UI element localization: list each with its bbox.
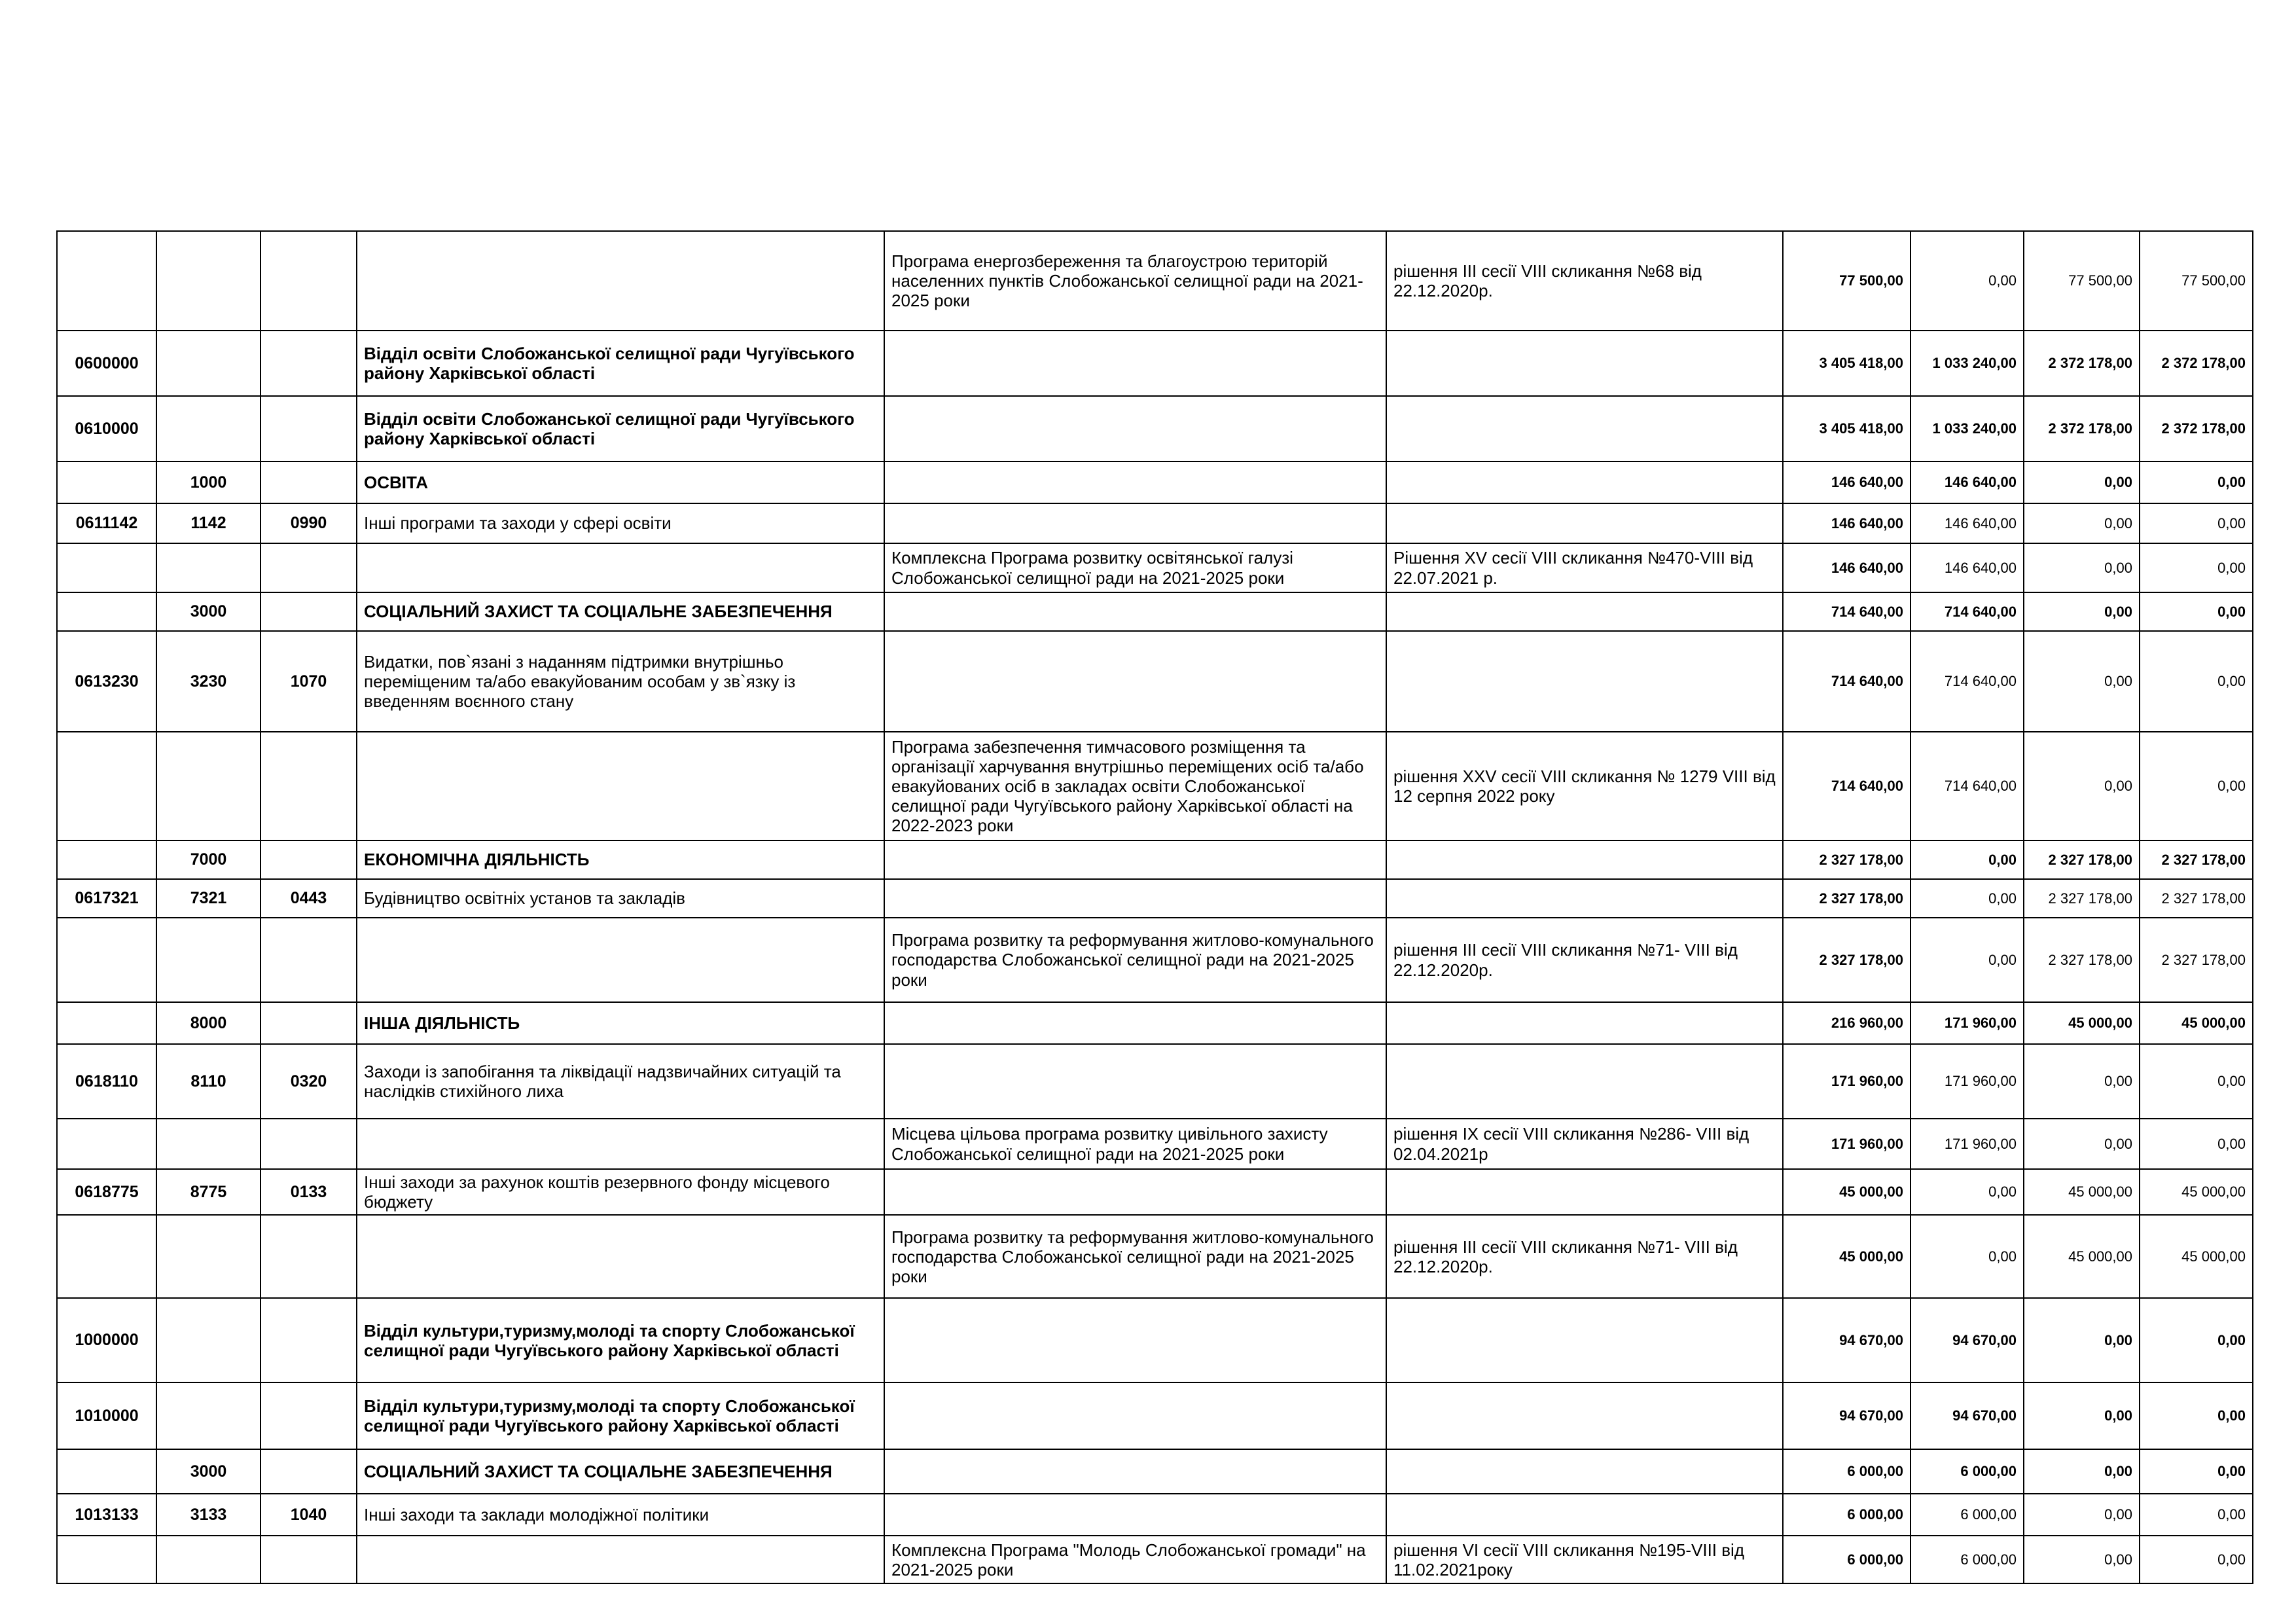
amount-total-cell: 94 670,00 [1783,1298,1910,1382]
name-cell: Відділ освіти Слобожанської селищної ради Чугуївського району Харківської області [357,396,884,461]
amount-total-cell: 6 000,00 [1783,1494,1910,1536]
code-tpkvk-cell [156,1382,260,1449]
code-tpkvk-cell [156,396,260,461]
name-cell [357,1536,884,1583]
amount-special-fund-cell: 45 000,00 [2024,1169,2140,1215]
code-fkvk-cell: 0443 [260,879,357,918]
decision-cell: рішення VI сесії VIII скликання №195-VIII від 11.02.2021року [1386,1536,1783,1583]
program-cell: Програма розвитку та реформування житлово-комунального господарства Слобожанської селищної ради на 2021-2025 роки [884,918,1386,1002]
table-row [57,331,2253,396]
code-fkvk-cell: 1070 [260,631,357,732]
program-cell [884,1449,1386,1494]
program-cell [884,631,1386,732]
code-program-cell [57,1449,156,1494]
table-row [57,732,2253,840]
code-tpkvk-cell [156,918,260,1002]
name-cell [357,543,884,592]
name-cell: ОСВІТА [357,461,884,503]
amount-dev-budget-cell: 45 000,00 [2140,1215,2253,1298]
code-program-cell: 0600000 [57,331,156,396]
program-cell: Комплексна Програма "Молодь Слобожанської громади" на 2021-2025 роки [884,1536,1386,1583]
table-row [57,592,2253,631]
code-tpkvk-cell: 1142 [156,503,260,543]
amount-total-cell: 714 640,00 [1783,592,1910,631]
amount-special-fund-cell: 0,00 [2024,1449,2140,1494]
amount-special-fund-cell: 0,00 [2024,503,2140,543]
amount-dev-budget-cell: 45 000,00 [2140,1002,2253,1044]
name-cell: Будівництво освітніх установ та закладів [357,879,884,918]
amount-total-cell: 171 960,00 [1783,1119,1910,1169]
code-program-cell: 0610000 [57,396,156,461]
code-tpkvk-cell [156,331,260,396]
decision-cell [1386,1494,1783,1536]
program-cell [884,1494,1386,1536]
name-cell: ЕКОНОМІЧНА ДІЯЛЬНІСТЬ [357,840,884,879]
code-tpkvk-cell [156,543,260,592]
amount-total-cell: 2 327 178,00 [1783,918,1910,1002]
code-program-cell: 1013133 [57,1494,156,1536]
budget-table [56,230,2253,1584]
table-row [57,840,2253,879]
amount-special-fund-cell: 2 327 178,00 [2024,840,2140,879]
amount-special-fund-cell: 77 500,00 [2024,231,2140,331]
decision-cell [1386,879,1783,918]
code-fkvk-cell [260,840,357,879]
decision-cell [1386,1449,1783,1494]
amount-general-fund-cell: 6 000,00 [1910,1449,2024,1494]
amount-total-cell: 45 000,00 [1783,1215,1910,1298]
decision-cell [1386,592,1783,631]
code-fkvk-cell [260,1215,357,1298]
program-cell [884,503,1386,543]
amount-dev-budget-cell: 0,00 [2140,461,2253,503]
decision-cell [1386,396,1783,461]
code-program-cell [57,732,156,840]
code-tpkvk-cell [156,1536,260,1583]
decision-cell [1386,840,1783,879]
table-row [57,918,2253,1002]
decision-cell: рішення ІІІ сесії VIII скликання №68 від 22.12.2020р. [1386,231,1783,331]
name-cell: СОЦІАЛЬНИЙ ЗАХИСТ ТА СОЦІАЛЬНЕ ЗАБЕЗПЕЧЕННЯ [357,592,884,631]
table-row [57,461,2253,503]
table-row [57,1298,2253,1382]
amount-total-cell: 6 000,00 [1783,1536,1910,1583]
amount-general-fund-cell: 0,00 [1910,918,2024,1002]
code-tpkvk-cell [156,1119,260,1169]
amount-general-fund-cell: 0,00 [1910,1169,2024,1215]
decision-cell: Рішення XV сесії VIII скликання №470-VIII від 22.07.2021 р. [1386,543,1783,592]
code-tpkvk-cell [156,732,260,840]
name-cell [357,732,884,840]
amount-special-fund-cell: 0,00 [2024,461,2140,503]
program-cell [884,879,1386,918]
code-program-cell [57,1536,156,1583]
table-row [57,503,2253,543]
code-fkvk-cell [260,1536,357,1583]
code-tpkvk-cell [156,231,260,331]
table-row [57,1382,2253,1449]
amount-total-cell: 146 640,00 [1783,543,1910,592]
table-row [57,1169,2253,1215]
amount-special-fund-cell: 0,00 [2024,1382,2140,1449]
code-tpkvk-cell: 1000 [156,461,260,503]
code-fkvk-cell [260,1382,357,1449]
code-tpkvk-cell: 3230 [156,631,260,732]
program-cell [884,1382,1386,1449]
code-tpkvk-cell: 8000 [156,1002,260,1044]
name-cell: Відділ культури,туризму,молоді та спорту Слобожанської селищної ради Чугуївського району Харківської області [357,1382,884,1449]
decision-cell [1386,1002,1783,1044]
program-cell: Комплексна Програма розвитку освітянської галузі Слобожанської селищної ради на 2021-2025 роки [884,543,1386,592]
amount-general-fund-cell: 146 640,00 [1910,543,2024,592]
amount-dev-budget-cell: 0,00 [2140,631,2253,732]
decision-cell [1386,331,1783,396]
code-tpkvk-cell: 8775 [156,1169,260,1215]
amount-dev-budget-cell: 2 327 178,00 [2140,840,2253,879]
name-cell: Видатки, пов`язані з наданням підтримки внутрішньо переміщеним та/або евакуйованим особам у зв`язку із введенням воєнного стану [357,631,884,732]
name-cell: Інші заходи за рахунок коштів резервного фонду місцевого бюджету [357,1169,884,1215]
code-program-cell: 0617321 [57,879,156,918]
amount-total-cell: 3 405 418,00 [1783,331,1910,396]
decision-cell [1386,503,1783,543]
code-program-cell: 0618775 [57,1169,156,1215]
amount-general-fund-cell: 94 670,00 [1910,1298,2024,1382]
name-cell: СОЦІАЛЬНИЙ ЗАХИСТ ТА СОЦІАЛЬНЕ ЗАБЕЗПЕЧЕННЯ [357,1449,884,1494]
code-program-cell [57,840,156,879]
amount-general-fund-cell: 1 033 240,00 [1910,396,2024,461]
amount-general-fund-cell: 1 033 240,00 [1910,331,2024,396]
amount-special-fund-cell: 45 000,00 [2024,1215,2140,1298]
amount-dev-budget-cell: 77 500,00 [2140,231,2253,331]
amount-special-fund-cell: 0,00 [2024,1298,2140,1382]
code-program-cell [57,461,156,503]
amount-special-fund-cell: 2 327 178,00 [2024,918,2140,1002]
amount-dev-budget-cell: 0,00 [2140,1449,2253,1494]
code-fkvk-cell [260,1119,357,1169]
amount-total-cell: 216 960,00 [1783,1002,1910,1044]
code-program-cell: 1010000 [57,1382,156,1449]
table-row [57,631,2253,732]
amount-special-fund-cell: 2 372 178,00 [2024,331,2140,396]
amount-general-fund-cell: 6 000,00 [1910,1536,2024,1583]
amount-special-fund-cell: 0,00 [2024,592,2140,631]
code-program-cell [57,231,156,331]
amount-dev-budget-cell: 0,00 [2140,1494,2253,1536]
amount-dev-budget-cell: 0,00 [2140,1382,2253,1449]
code-fkvk-cell [260,1449,357,1494]
decision-cell: рішення ІІІ сесії VIII скликання №71- VIII від 22.12.2020р. [1386,1215,1783,1298]
code-program-cell [57,592,156,631]
amount-special-fund-cell: 2 372 178,00 [2024,396,2140,461]
code-fkvk-cell [260,461,357,503]
amount-total-cell: 6 000,00 [1783,1449,1910,1494]
table-row [57,231,2253,331]
amount-dev-budget-cell: 0,00 [2140,503,2253,543]
amount-total-cell: 2 327 178,00 [1783,879,1910,918]
table-row [57,1449,2253,1494]
code-program-cell: 0613230 [57,631,156,732]
program-cell [884,396,1386,461]
code-fkvk-cell [260,543,357,592]
table-row [57,1044,2253,1119]
amount-general-fund-cell: 0,00 [1910,231,2024,331]
budget-table-body [57,231,2253,1583]
code-fkvk-cell [260,231,357,331]
amount-general-fund-cell: 171 960,00 [1910,1044,2024,1119]
amount-dev-budget-cell: 0,00 [2140,1298,2253,1382]
code-fkvk-cell [260,918,357,1002]
amount-special-fund-cell: 0,00 [2024,543,2140,592]
program-cell: Програма забезпечення тимчасового розміщення та організації харчування внутрішньо переміщених осіб та/або евакуйованих осіб в закладах освіти Слобожанської селищної ради Чугуївського району Харківської області на 2022-2023 роки [884,732,1386,840]
program-cell: Місцева цільова програма розвитку цивільного захисту Слобожанської селищної ради на 2021-2025 роки [884,1119,1386,1169]
amount-total-cell: 714 640,00 [1783,732,1910,840]
decision-cell: рішення ІІІ сесії VIII скликання №71- VIII від 22.12.2020р. [1386,918,1783,1002]
name-cell: Відділ освіти Слобожанської селищної ради Чугуївського району Харківської області [357,331,884,396]
amount-dev-budget-cell: 45 000,00 [2140,1169,2253,1215]
amount-special-fund-cell: 0,00 [2024,1494,2140,1536]
code-tpkvk-cell: 7321 [156,879,260,918]
amount-dev-budget-cell: 2 327 178,00 [2140,918,2253,1002]
code-tpkvk-cell: 7000 [156,840,260,879]
code-fkvk-cell: 0133 [260,1169,357,1215]
decision-cell: рішення XXV сесії VIII скликання № 1279 VIII від 12 серпня 2022 року [1386,732,1783,840]
name-cell [357,1215,884,1298]
table-row [57,1002,2253,1044]
amount-total-cell: 146 640,00 [1783,461,1910,503]
amount-special-fund-cell: 0,00 [2024,1044,2140,1119]
amount-dev-budget-cell: 0,00 [2140,592,2253,631]
table-row [57,1215,2253,1298]
name-cell: Відділ культури,туризму,молоді та спорту Слобожанської селищної ради Чугуївського району Харківської області [357,1298,884,1382]
name-cell [357,918,884,1002]
table-row [57,543,2253,592]
code-fkvk-cell [260,331,357,396]
name-cell: Заходи із запобігання та ліквідації надзвичайних ситуацій та наслідків стихійного лиха [357,1044,884,1119]
amount-special-fund-cell: 0,00 [2024,631,2140,732]
amount-dev-budget-cell: 0,00 [2140,543,2253,592]
code-program-cell [57,1215,156,1298]
program-cell: Програма енергозбереження та благоустрою територій населенних пунктів Слобожанської селищної ради на 2021-2025 роки [884,231,1386,331]
program-cell [884,1298,1386,1382]
amount-special-fund-cell: 0,00 [2024,732,2140,840]
amount-dev-budget-cell: 2 327 178,00 [2140,879,2253,918]
code-tpkvk-cell: 8110 [156,1044,260,1119]
table-row [57,396,2253,461]
table-row [57,879,2253,918]
program-cell [884,1169,1386,1215]
amount-total-cell: 45 000,00 [1783,1169,1910,1215]
amount-general-fund-cell: 714 640,00 [1910,592,2024,631]
code-fkvk-cell [260,592,357,631]
program-cell [884,1044,1386,1119]
amount-general-fund-cell: 0,00 [1910,879,2024,918]
amount-total-cell: 714 640,00 [1783,631,1910,732]
amount-special-fund-cell: 2 327 178,00 [2024,879,2140,918]
program-cell [884,592,1386,631]
decision-cell [1386,1044,1783,1119]
amount-general-fund-cell: 94 670,00 [1910,1382,2024,1449]
code-fkvk-cell: 1040 [260,1494,357,1536]
code-fkvk-cell: 0990 [260,503,357,543]
decision-cell [1386,461,1783,503]
code-program-cell: 1000000 [57,1298,156,1382]
amount-dev-budget-cell: 0,00 [2140,1044,2253,1119]
amount-special-fund-cell: 0,00 [2024,1119,2140,1169]
decision-cell [1386,631,1783,732]
amount-dev-budget-cell: 2 372 178,00 [2140,331,2253,396]
amount-dev-budget-cell: 0,00 [2140,1536,2253,1583]
code-program-cell [57,1119,156,1169]
amount-total-cell: 77 500,00 [1783,231,1910,331]
amount-total-cell: 3 405 418,00 [1783,396,1910,461]
code-program-cell [57,543,156,592]
name-cell: Інші заходи та заклади молодіжної політики [357,1494,884,1536]
code-program-cell: 0618110 [57,1044,156,1119]
name-cell: ІНША ДІЯЛЬНІСТЬ [357,1002,884,1044]
name-cell: Інші програми та заходи у сфері освіти [357,503,884,543]
decision-cell: рішення ІХ сесії VIII скликання №286- VIII від 02.04.2021р [1386,1119,1783,1169]
table-row [57,1494,2253,1536]
code-program-cell [57,1002,156,1044]
decision-cell [1386,1298,1783,1382]
amount-total-cell: 2 327 178,00 [1783,840,1910,879]
name-cell [357,231,884,331]
decision-cell [1386,1382,1783,1449]
amount-special-fund-cell: 0,00 [2024,1536,2140,1583]
code-tpkvk-cell: 3000 [156,592,260,631]
program-cell: Програма розвитку та реформування житлово-комунального господарства Слобожанської селищної ради на 2021-2025 роки [884,1215,1386,1298]
code-fkvk-cell [260,732,357,840]
amount-total-cell: 171 960,00 [1783,1044,1910,1119]
code-fkvk-cell [260,396,357,461]
code-program-cell [57,918,156,1002]
code-tpkvk-cell: 3133 [156,1494,260,1536]
amount-general-fund-cell: 171 960,00 [1910,1002,2024,1044]
amount-general-fund-cell: 0,00 [1910,1215,2024,1298]
amount-total-cell: 94 670,00 [1783,1382,1910,1449]
code-fkvk-cell [260,1298,357,1382]
amount-dev-budget-cell: 0,00 [2140,732,2253,840]
amount-general-fund-cell: 146 640,00 [1910,461,2024,503]
code-fkvk-cell [260,1002,357,1044]
code-tpkvk-cell [156,1298,260,1382]
amount-general-fund-cell: 171 960,00 [1910,1119,2024,1169]
program-cell [884,461,1386,503]
decision-cell [1386,1169,1783,1215]
amount-dev-budget-cell: 2 372 178,00 [2140,396,2253,461]
code-tpkvk-cell [156,1215,260,1298]
program-cell [884,840,1386,879]
amount-general-fund-cell: 0,00 [1910,840,2024,879]
amount-general-fund-cell: 6 000,00 [1910,1494,2024,1536]
code-fkvk-cell: 0320 [260,1044,357,1119]
amount-total-cell: 146 640,00 [1783,503,1910,543]
table-row [57,1536,2253,1583]
amount-dev-budget-cell: 0,00 [2140,1119,2253,1169]
code-program-cell: 0611142 [57,503,156,543]
program-cell [884,1002,1386,1044]
amount-special-fund-cell: 45 000,00 [2024,1002,2140,1044]
amount-general-fund-cell: 714 640,00 [1910,732,2024,840]
code-tpkvk-cell: 3000 [156,1449,260,1494]
amount-general-fund-cell: 146 640,00 [1910,503,2024,543]
amount-general-fund-cell: 714 640,00 [1910,631,2024,732]
name-cell [357,1119,884,1169]
table-row [57,1119,2253,1169]
program-cell [884,331,1386,396]
